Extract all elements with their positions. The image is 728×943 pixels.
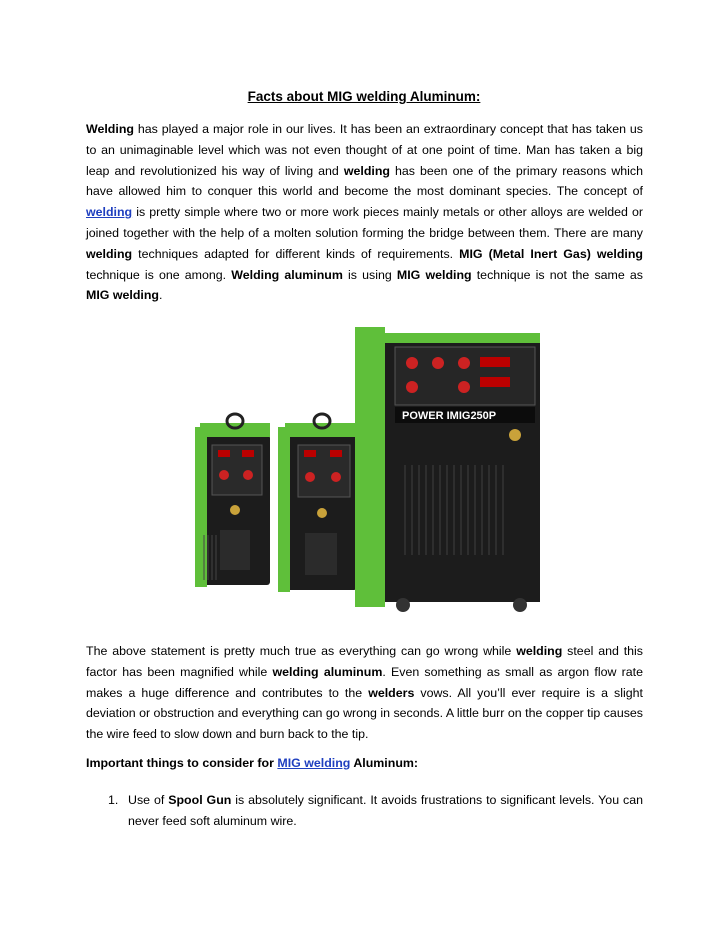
small-welder-middle xyxy=(278,414,357,592)
page-title: Facts about MIG welding Aluminum: xyxy=(247,89,481,104)
welding-machines-image xyxy=(190,325,550,615)
second-paragraph xyxy=(86,641,643,745)
text-run: . Even something as small as argon flow rate makes a huge difference and contributes to the xyxy=(86,664,643,700)
bold-term: welding xyxy=(516,644,563,658)
bold-term: welding xyxy=(86,246,133,261)
text-run: technique is not the same as xyxy=(471,267,643,282)
bold-term: welding aluminum xyxy=(272,664,383,679)
bold-term: MIG welding xyxy=(86,288,159,303)
small-welder-left xyxy=(195,414,270,587)
text-run: steel and this factor has been magnified while xyxy=(86,644,643,679)
text-run: Use of xyxy=(128,793,169,807)
text-run: techniques adapted for different kinds of requirements. xyxy=(132,246,460,261)
large-welder-right xyxy=(355,327,540,612)
text-run: The above statement is pretty much true as everything can go wrong while xyxy=(86,644,517,658)
list-text xyxy=(128,790,643,832)
text-run: technique is one among. xyxy=(86,267,232,282)
welding-link[interactable]: welding xyxy=(86,205,133,220)
section-heading xyxy=(86,756,418,770)
bold-term: Spool Gun xyxy=(168,793,232,807)
bold-term: welders xyxy=(368,685,415,700)
text-run: Aluminum: xyxy=(350,756,419,770)
text-run: Important things to consider for xyxy=(86,756,278,770)
intro-paragraph xyxy=(86,119,643,306)
text-run: vows. All you’ll ever require is a slight deviation or obstruction and everything can go wrong in seconds. A little burr on the copper tip causes the wire feed to slow down and burn back to the tip. xyxy=(86,685,643,742)
welding-link[interactable]: MIG welding xyxy=(277,756,351,770)
bold-term: Welding aluminum xyxy=(231,267,343,282)
bold-term: Welding xyxy=(86,122,134,136)
text-run: . xyxy=(158,288,163,303)
text-run: is using xyxy=(342,267,397,282)
bold-term: welding xyxy=(343,163,390,178)
list-number: 1. xyxy=(108,793,119,807)
machine-label: POWER IMIG250P xyxy=(402,410,497,422)
text-run: has been one of the primary reasons which have allowed him to conquer this world and become the most dominant species. The concept of xyxy=(86,163,643,199)
bold-term: MIG welding xyxy=(396,267,472,282)
text-run: is absolutely significant. It avoids frustrations to significant levels. You can never feed soft aluminum wire. xyxy=(128,793,643,828)
bold-term: MIG (Metal Inert Gas) welding xyxy=(459,246,643,261)
text-run: has played a major role in our lives. It has been an extraordinary concept that has taken us to an unimaginable level which was not even thought of at one point of time. Man has taken a big leap and revolutionized his way of living and xyxy=(86,122,643,178)
text-run: is pretty simple where two or more work pieces mainly metals or other alloys are welded or joined together with the help of a molten solution forming the bridge between them. There are many xyxy=(86,205,643,240)
